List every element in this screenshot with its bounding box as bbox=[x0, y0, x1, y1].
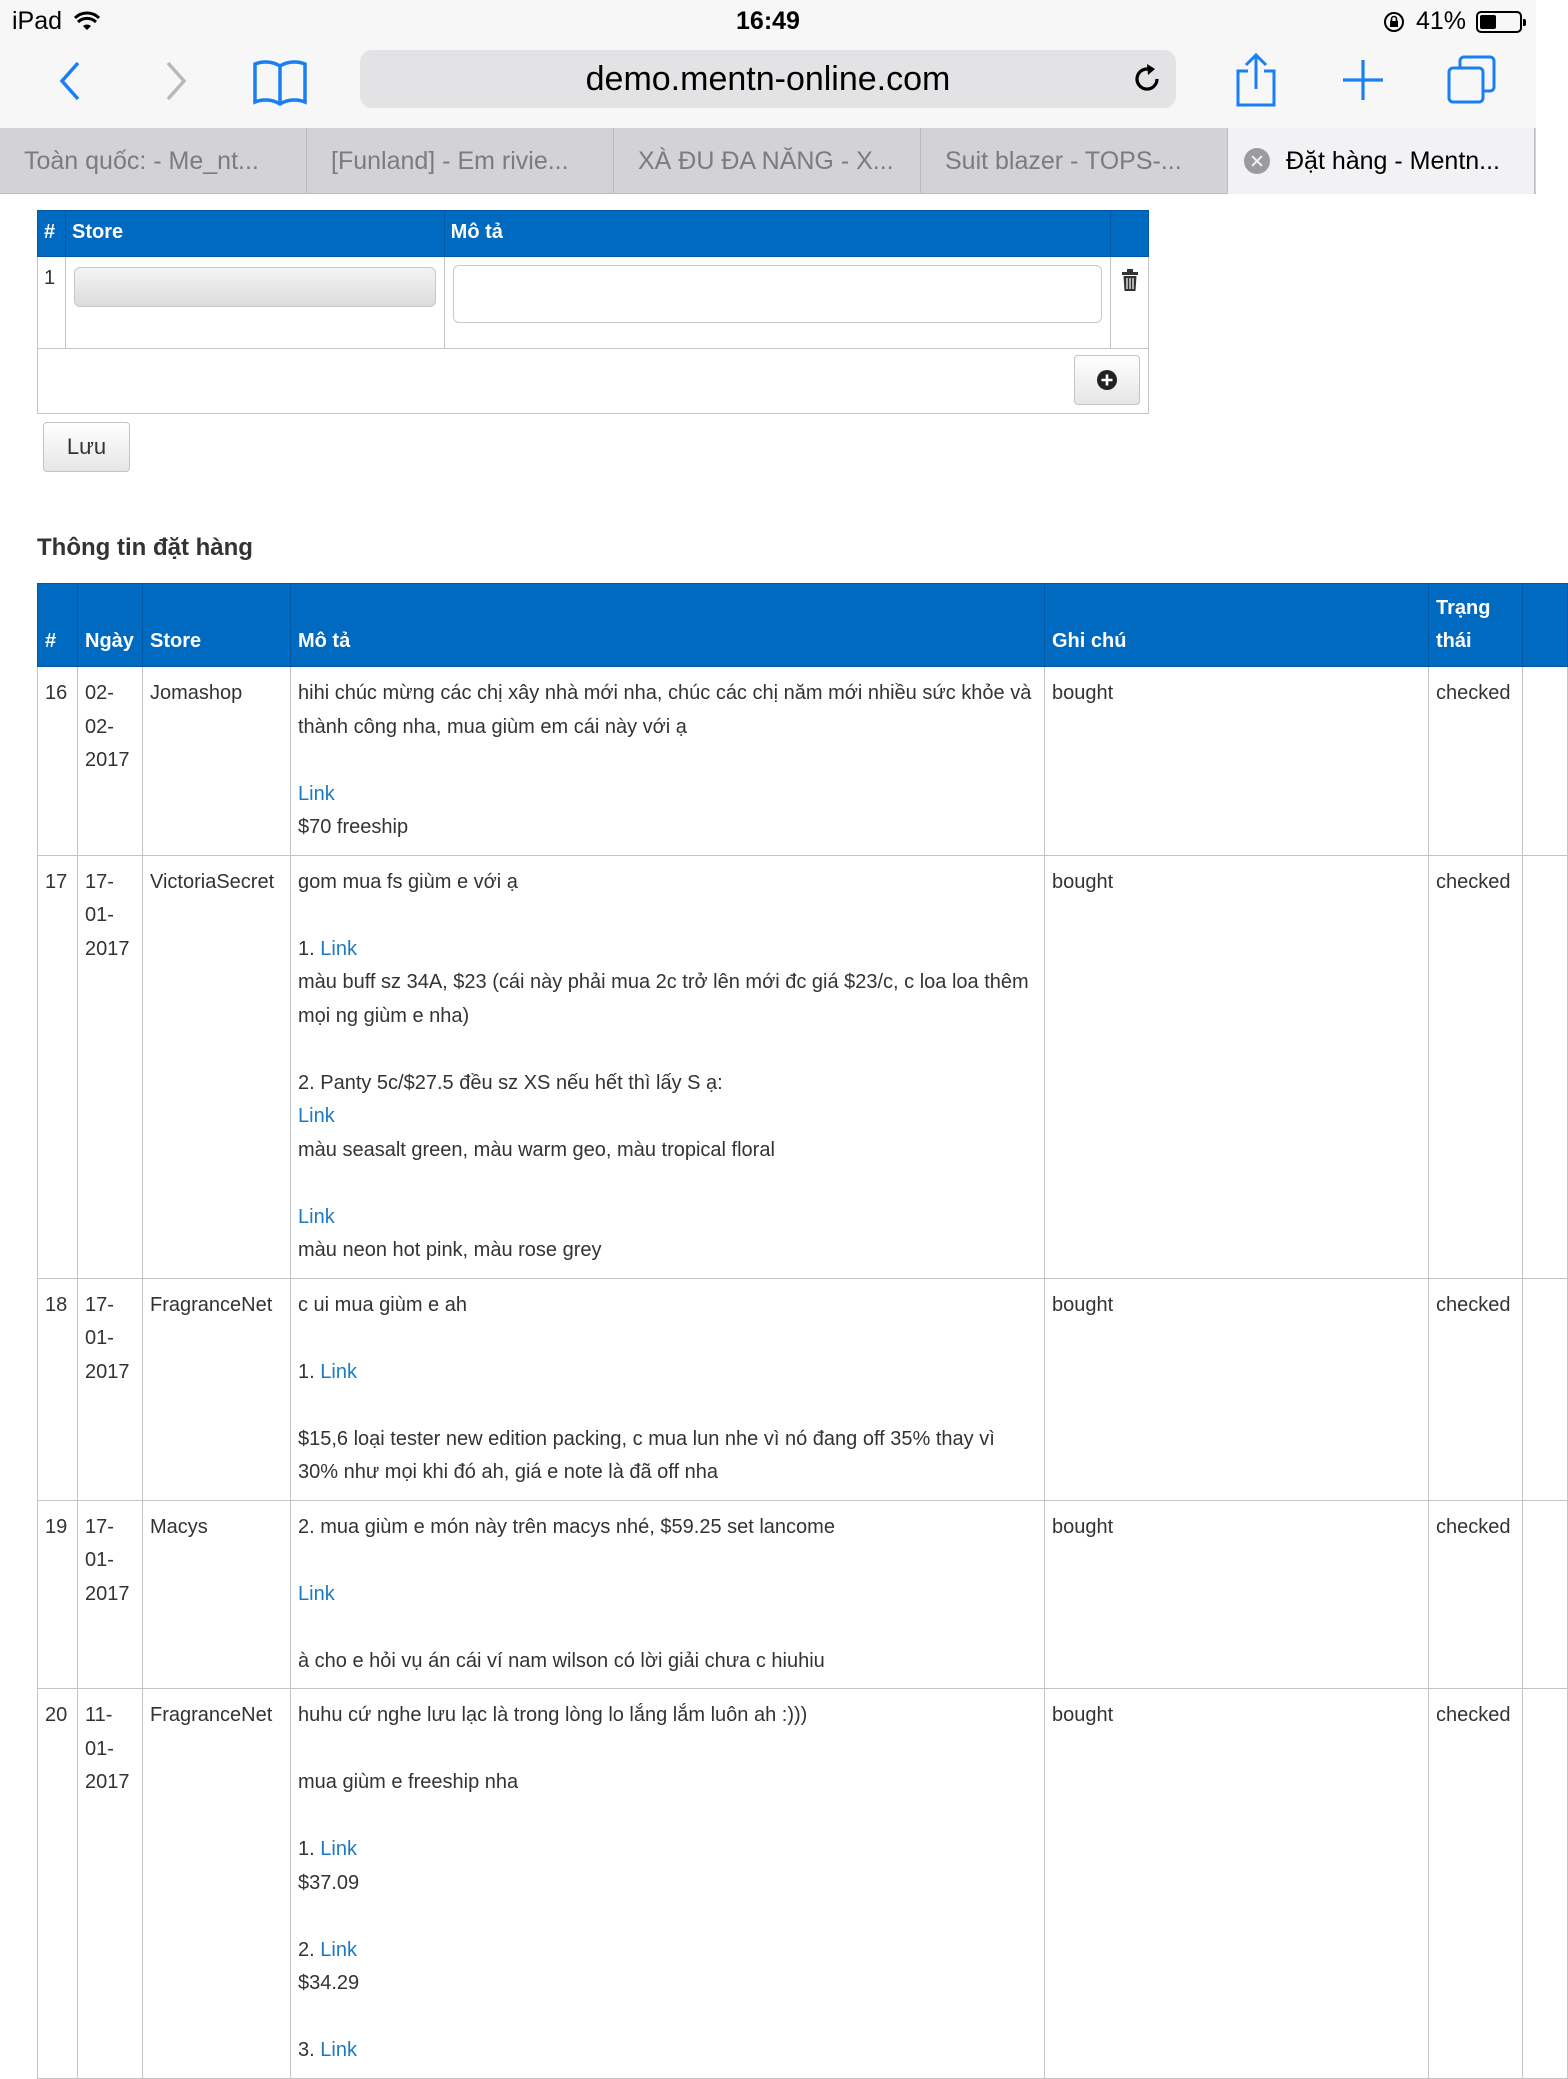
cell-num: 17 bbox=[38, 855, 78, 1278]
clock: 16:49 bbox=[736, 7, 800, 35]
list-number: 1. bbox=[298, 937, 321, 960]
form-header-desc: Mô tả bbox=[444, 211, 1110, 257]
add-row-button[interactable] bbox=[1074, 355, 1140, 405]
store-select[interactable] bbox=[74, 267, 436, 307]
description-line bbox=[298, 899, 1037, 933]
description-line: màu neon hot pink, màu rose grey bbox=[298, 1239, 602, 1261]
cell-note: bought bbox=[1045, 1689, 1429, 2079]
description-line bbox=[298, 1833, 1037, 1867]
description-line: huhu cứ nghe lưu lạc là trong lòng lo lắng lắm luôn ah :))) bbox=[298, 1704, 808, 1726]
description-line bbox=[298, 744, 1037, 778]
tab-label: [Funland] - Em rivie... bbox=[331, 146, 569, 175]
cell-store: VictoriaSecret bbox=[143, 855, 291, 1278]
description-input[interactable] bbox=[453, 265, 1102, 323]
cell-description bbox=[291, 855, 1045, 1278]
form-footer bbox=[38, 349, 1149, 414]
cell-date: 17-01-2017 bbox=[78, 855, 143, 1278]
form-header-action bbox=[1111, 211, 1149, 257]
cell-store: FragranceNet bbox=[143, 1689, 291, 2079]
col-header-num: # bbox=[38, 584, 78, 667]
description-line bbox=[298, 1100, 1037, 1134]
col-header-note: Ghi chú bbox=[1045, 584, 1429, 667]
cell-description bbox=[291, 1500, 1045, 1689]
description-line bbox=[298, 1800, 1037, 1834]
product-link[interactable]: Link bbox=[320, 937, 357, 960]
form-store-cell bbox=[65, 257, 444, 349]
description-line bbox=[298, 1389, 1037, 1423]
section-title: Thông tin đặt hàng bbox=[37, 534, 253, 561]
orders-table bbox=[37, 583, 1568, 2079]
new-tab-button[interactable] bbox=[1338, 54, 1388, 106]
cell-status: checked bbox=[1429, 667, 1523, 856]
share-button[interactable] bbox=[1228, 48, 1284, 112]
battery-icon bbox=[1476, 11, 1522, 33]
description-line bbox=[298, 1934, 1037, 1968]
description-line bbox=[298, 1578, 1037, 1612]
product-link[interactable]: Link bbox=[298, 1105, 335, 1127]
device-label: iPad bbox=[12, 7, 63, 35]
cell-note: bought bbox=[1045, 855, 1429, 1278]
description-line: $15,6 loại tester new edition packing, c mua lun nhe vì nó đang off 35% thay vì 30% như mọi khi đó ah, giá e note là đã off nha bbox=[298, 1427, 995, 1483]
list-number: 1. bbox=[298, 1838, 321, 1860]
address-bar[interactable] bbox=[360, 50, 1176, 108]
reload-icon bbox=[1130, 62, 1164, 96]
description-line: màu seasalt green, màu warm geo, màu tropical floral bbox=[298, 1138, 775, 1161]
cell-note: bought bbox=[1045, 1278, 1429, 1500]
tab-strip bbox=[0, 128, 1536, 194]
cell-store: FragranceNet bbox=[143, 1278, 291, 1500]
description-line: mua giùm e freeship nha bbox=[298, 1771, 519, 1793]
product-link[interactable]: Link bbox=[320, 1938, 357, 1961]
cell-extra bbox=[1523, 1689, 1568, 2079]
description-line bbox=[298, 1733, 1037, 1767]
cell-extra bbox=[1523, 1278, 1568, 1500]
table-row bbox=[38, 667, 1568, 856]
status-bar bbox=[0, 0, 1536, 42]
description-line bbox=[298, 1611, 1037, 1645]
cell-status: checked bbox=[1429, 1278, 1523, 1500]
battery-percent: 41% bbox=[1415, 7, 1466, 35]
description-line bbox=[298, 1201, 1037, 1235]
reload-button[interactable] bbox=[1130, 62, 1164, 105]
description-line: 2. Panty 5c/$27.5 đều sz XS nếu hết thì lấy S ạ: bbox=[298, 1071, 723, 1094]
cell-note: bought bbox=[1045, 667, 1429, 856]
col-header-status: Trạng thái bbox=[1429, 584, 1523, 667]
col-header-extra bbox=[1523, 584, 1568, 667]
description-line bbox=[298, 933, 1037, 967]
product-link[interactable]: Link bbox=[320, 1360, 357, 1383]
chevron-right-icon bbox=[164, 60, 188, 102]
tab-label: Suit blazer - TOPS-... bbox=[945, 146, 1182, 175]
col-header-desc: Mô tả bbox=[291, 584, 1045, 667]
tab-label: XÀ ĐU ĐA NĂNG - X... bbox=[638, 146, 894, 175]
cell-date: 17-01-2017 bbox=[78, 1278, 143, 1500]
share-icon bbox=[1234, 53, 1278, 107]
description-line: c ui mua giùm e ah bbox=[298, 1293, 467, 1316]
form-desc-cell bbox=[444, 257, 1110, 349]
cell-num: 18 bbox=[38, 1278, 78, 1500]
form-header-store: Store bbox=[65, 211, 444, 257]
cell-status: checked bbox=[1429, 855, 1523, 1278]
description-line bbox=[298, 1900, 1037, 1934]
table-row bbox=[38, 1278, 1568, 1500]
page-content bbox=[0, 194, 1536, 2061]
list-number: 2. bbox=[298, 1938, 321, 1961]
cell-status: checked bbox=[1429, 1689, 1523, 2079]
col-header-store: Store bbox=[143, 584, 291, 667]
description-line: 2. mua giùm e món này trên macys nhé, $59.25 set lancome bbox=[298, 1515, 835, 1538]
tab-funland[interactable] bbox=[307, 128, 614, 194]
trash-icon[interactable] bbox=[1121, 269, 1139, 291]
cell-note: bought bbox=[1045, 1500, 1429, 1689]
table-row bbox=[38, 1500, 1568, 1689]
forward-button[interactable] bbox=[156, 56, 196, 106]
col-header-date: Ngày bbox=[78, 584, 143, 667]
description-line: $34.29 bbox=[298, 1972, 360, 1994]
product-link[interactable]: Link bbox=[298, 1582, 335, 1605]
tabs-overview-button[interactable] bbox=[1444, 52, 1500, 108]
cell-extra bbox=[1523, 667, 1568, 856]
tab-toan-quoc[interactable] bbox=[0, 128, 307, 194]
cell-extra bbox=[1523, 1500, 1568, 1689]
cell-date: 11-01-2017 bbox=[78, 1689, 143, 2079]
description-line bbox=[298, 1033, 1037, 1067]
description-line bbox=[298, 2001, 1037, 2035]
cell-status: checked bbox=[1429, 1500, 1523, 1689]
cell-store: Macys bbox=[143, 1500, 291, 1689]
cell-description bbox=[291, 1689, 1045, 2079]
description-line bbox=[298, 2034, 1037, 2068]
description-line bbox=[298, 1322, 1037, 1356]
close-tab-icon[interactable] bbox=[1244, 148, 1270, 174]
form-header-num: # bbox=[38, 211, 66, 257]
save-button[interactable]: Lưu bbox=[43, 422, 130, 472]
tab-label: Toàn quốc: - Me_nt... bbox=[24, 146, 259, 175]
plus-icon bbox=[1341, 58, 1385, 102]
list-number: 3. bbox=[298, 2039, 321, 2061]
product-link[interactable]: Link bbox=[320, 1838, 357, 1860]
table-row bbox=[38, 855, 1568, 1278]
form-row-number: 1 bbox=[38, 257, 66, 349]
product-link[interactable]: Link bbox=[298, 1205, 335, 1228]
description-line: màu buff sz 34A, $23 (cái này phải mua 2c trở lên mới đc giá $23/c, c loa loa thêm mọi ng giùm e nha) bbox=[298, 971, 1029, 1027]
tab-suit-blazer[interactable] bbox=[921, 128, 1228, 194]
order-form-table bbox=[37, 210, 1149, 414]
rotation-lock-icon bbox=[1382, 10, 1406, 34]
cell-date: 17-01-2017 bbox=[78, 1500, 143, 1689]
description-line bbox=[298, 1544, 1037, 1578]
browser-toolbar bbox=[0, 42, 1536, 128]
form-delete-cell bbox=[1111, 257, 1149, 349]
tab-xa-du[interactable] bbox=[614, 128, 921, 194]
cell-num: 20 bbox=[38, 1689, 78, 2079]
back-button[interactable] bbox=[50, 56, 90, 106]
description-line bbox=[298, 1167, 1037, 1201]
tabs-icon bbox=[1446, 54, 1498, 106]
description-line: $70 freeship bbox=[298, 816, 409, 838]
cell-store: Jomashop bbox=[143, 667, 291, 856]
description-line bbox=[298, 1356, 1037, 1390]
list-number: 1. bbox=[298, 1360, 321, 1383]
description-line: hihi chúc mừng các chị xây nhà mới nha, chúc các chị năm mới nhiều sức khỏe và thành công nha, mua giùm em cái này với ạ bbox=[298, 682, 1032, 738]
table-row bbox=[38, 1689, 1568, 2079]
cell-description bbox=[291, 667, 1045, 856]
tab-dat-hang[interactable] bbox=[1228, 128, 1535, 194]
bookmarks-button[interactable] bbox=[250, 54, 310, 110]
book-icon bbox=[252, 58, 308, 106]
cell-num: 16 bbox=[38, 667, 78, 856]
url-text: demo.mentn-online.com bbox=[585, 59, 951, 98]
cell-date: 02-02-2017 bbox=[78, 667, 143, 856]
chevron-left-icon bbox=[58, 60, 82, 102]
description-line: $37.09 bbox=[298, 1871, 360, 1894]
product-link[interactable]: Link bbox=[298, 782, 335, 805]
tab-label: Đặt hàng - Mentn... bbox=[1286, 146, 1501, 175]
cell-num: 19 bbox=[38, 1500, 78, 1689]
description-line bbox=[298, 778, 1037, 812]
description-line: à cho e hỏi vụ án cái ví nam wilson có lời giải chưa c hiuhiu bbox=[298, 1649, 825, 1672]
cell-description bbox=[291, 1278, 1045, 1500]
description-line: gom mua fs giùm e với ạ bbox=[298, 870, 518, 893]
cell-extra bbox=[1523, 855, 1568, 1278]
product-link[interactable]: Link bbox=[320, 2039, 357, 2061]
plus-circle-icon bbox=[1096, 369, 1118, 391]
